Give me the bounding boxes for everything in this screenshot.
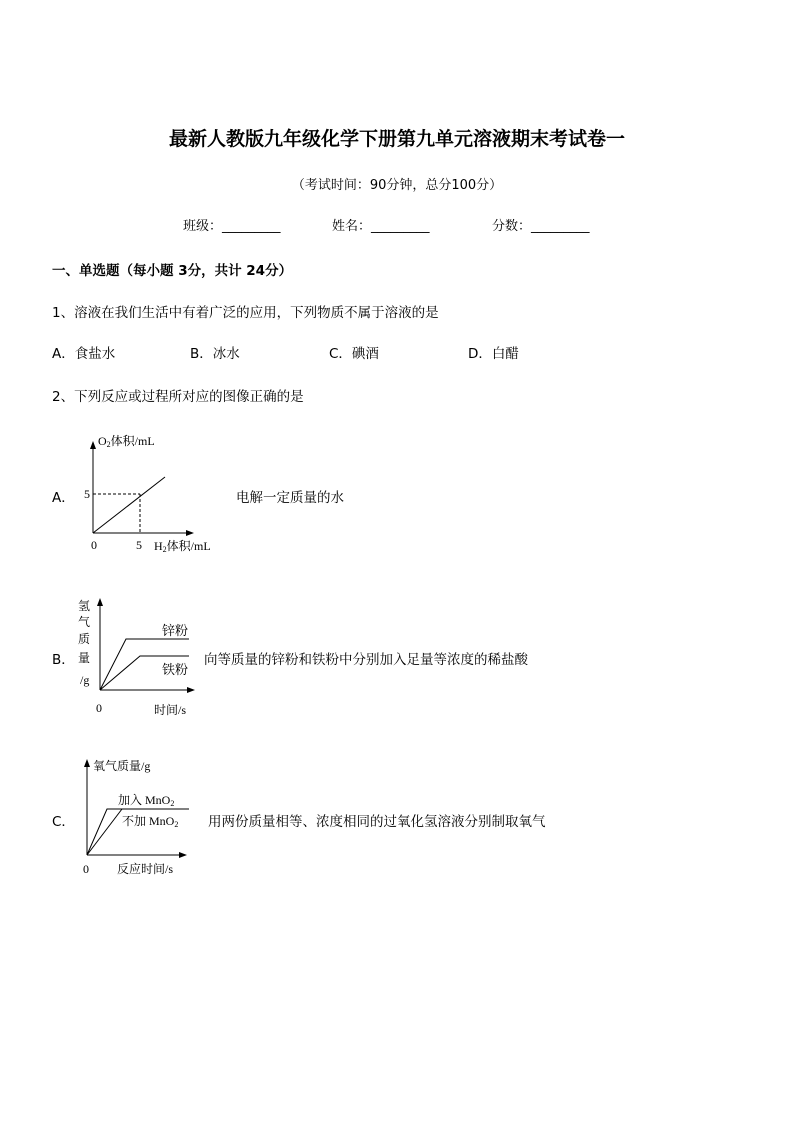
q2-option-c-letter: C． [52, 814, 75, 830]
q2-option-a-letter: A． [52, 490, 75, 506]
chart-c-x-label: 反应时间/s [117, 862, 174, 876]
chart-a-y-label: O2体积/mL [98, 434, 155, 449]
chart-b-x-label: 时间/s [154, 703, 187, 717]
chart-c-peroxide [76, 752, 206, 880]
chart-b-y-label-4: 量 [78, 651, 91, 665]
question-1-stem: 1、溶液在我们生活中有着广泛的应用，下列物质不属于溶液的是 [52, 305, 439, 321]
chart-a-y-tick: 5 [84, 487, 90, 501]
q1-option-d: D．白醋 [468, 346, 519, 362]
chart-b-origin: 0 [96, 701, 102, 715]
chart-a-x-tick: 5 [136, 538, 142, 552]
chart-a-electrolysis [70, 425, 240, 560]
chart-c-x-arrow [179, 852, 187, 858]
chart-a-x-arrow [186, 530, 194, 536]
name-field: 姓名：_________ [332, 219, 430, 234]
q1-option-b: B．冰水 [190, 346, 240, 362]
chart-b-y-label-2: 气 [78, 615, 91, 629]
class-field: 班级：_________ [183, 219, 281, 234]
chart-c-label-with: 加入 MnO2 [118, 793, 175, 808]
chart-b-zinc-label: 锌粉 [162, 623, 189, 638]
chart-b-y-arrow [97, 598, 103, 606]
q1-option-a: A．食盐水 [52, 346, 116, 362]
chart-b-iron-label: 铁粉 [162, 662, 189, 677]
chart-b-y-label-3: 质 [78, 632, 91, 646]
chart-c-origin: 0 [83, 862, 89, 876]
chart-a-y-arrow [90, 441, 96, 449]
chart-b-x-arrow [187, 687, 195, 693]
chart-b-y-label-5: /g [80, 673, 90, 687]
q2-option-b-letter: B． [52, 652, 75, 668]
chart-c-y-arrow [84, 759, 90, 767]
chart-c-label-without: 不加 MnO2 [122, 814, 179, 829]
exam-subtitle: （考试时间：90分钟，总分100分） [291, 178, 503, 193]
chart-a-data-line [93, 477, 165, 533]
q2-option-b-desc: 向等质量的锌粉和铁粉中分别加入足量等浓度的稀盐酸 [204, 652, 528, 668]
chart-a-origin: 0 [91, 538, 97, 552]
score-field: 分数：_________ [492, 219, 590, 234]
chart-b-metal-acid [74, 592, 204, 720]
q1-option-c: C．碘酒 [329, 346, 379, 362]
exam-title: 最新人教版九年级化学下册第九单元溶液期末考试卷一 [168, 128, 625, 150]
q2-option-c-desc: 用两份质量相等、浓度相同的过氧化氢溶液分别制取氧气 [208, 814, 546, 830]
chart-b-y-label-1: 氢 [78, 599, 91, 613]
section-heading: 一、单选题（每小题 3分，共计 24分） [52, 263, 293, 279]
chart-c-y-label: 氧气质量/g [93, 759, 151, 773]
q2-option-a-desc: 电解一定质量的水 [236, 490, 344, 506]
chart-a-x-label: H2体积/mL [154, 539, 211, 554]
question-2-stem: 2、下列反应或过程所对应的图像正确的是 [52, 389, 304, 405]
